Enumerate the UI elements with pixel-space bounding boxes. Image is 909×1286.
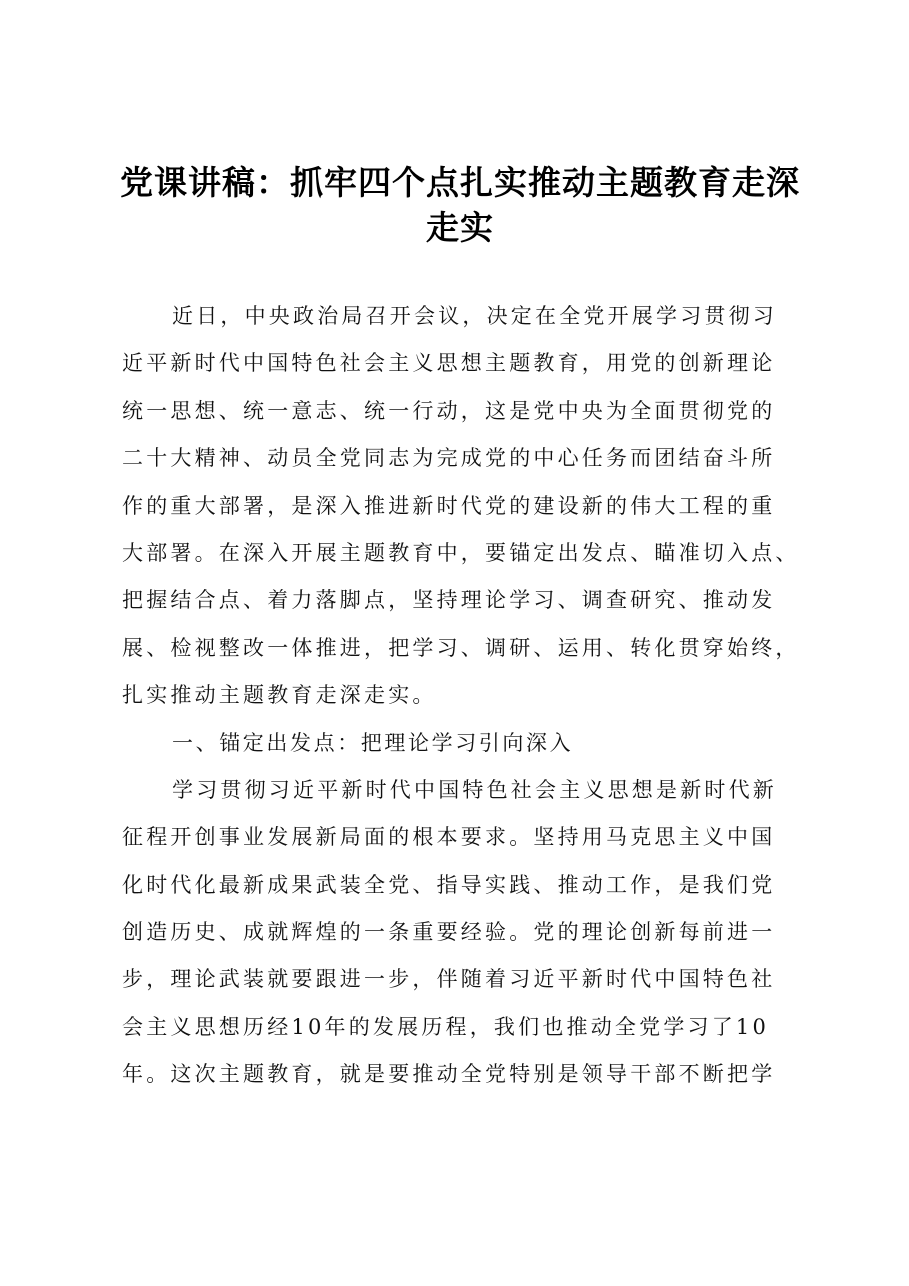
- paragraph-line: 作的重大部署，是深入推进新时代党的建设新的伟大工程的重: [122, 493, 776, 518]
- paragraph-line: 步，理论武装就要跟进一步，伴随着习近平新时代中国特色社: [122, 967, 776, 992]
- section-1-heading: 一、锚定出发点：把理论学习引向深入: [172, 730, 574, 755]
- paragraph-line: 近日，中央政治局召开会议，决定在全党开展学习贯彻习: [172, 304, 777, 328]
- paragraph-line: 展、检视整改一体推进，把学习、调研、运用、转化贯穿始终，: [122, 635, 800, 660]
- title-line-2: 走实: [426, 208, 494, 247]
- paragraph-line: 年。这次主题教育，就是要推动全党特别是领导干部不断把学: [122, 1062, 776, 1087]
- paragraph-line: 征程开创事业发展新局面的根本要求。坚持用马克思主义中国: [122, 825, 776, 850]
- paragraph-1: [122, 293, 800, 720]
- paragraph-line: 大部署。在深入开展主题教育中，要锚定出发点、瞄准切入点、: [122, 540, 800, 565]
- paragraph-line: 把握结合点、着力落脚点，坚持理论学习、调查研究、推动发: [122, 588, 776, 613]
- paragraph-line: 学习贯彻习近平新时代中国特色社会主义思想是新时代新: [172, 777, 777, 802]
- title-line-1: 党课讲稿：抓牢四个点扎实推动主题教育走深: [120, 163, 800, 202]
- paragraph-line: 会主义思想历经10年的发展历程，我们也推动全党学习了10: [122, 1014, 770, 1039]
- document-title: [115, 160, 805, 250]
- document-body: [122, 293, 800, 1099]
- paragraph-line: 创造历史、成就辉煌的一条重要经验。党的理论创新每前进一: [122, 920, 776, 945]
- paragraph-line: 扎实推动主题教育走深走实。: [122, 683, 437, 708]
- paragraph-line: 化时代化最新成果武装全党、指导实践、推动工作，是我们党: [122, 872, 776, 897]
- paragraph-line: 二十大精神、动员全党同志为完成党的中心任务而团结奋斗所: [122, 446, 776, 471]
- paragraph-line: 统一思想、统一意志、统一行动，这是党中央为全面贯彻党的: [122, 398, 776, 423]
- paragraph-line: 近平新时代中国特色社会主义思想主题教育，用党的创新理论: [122, 351, 776, 376]
- paragraph-2: [122, 767, 794, 1099]
